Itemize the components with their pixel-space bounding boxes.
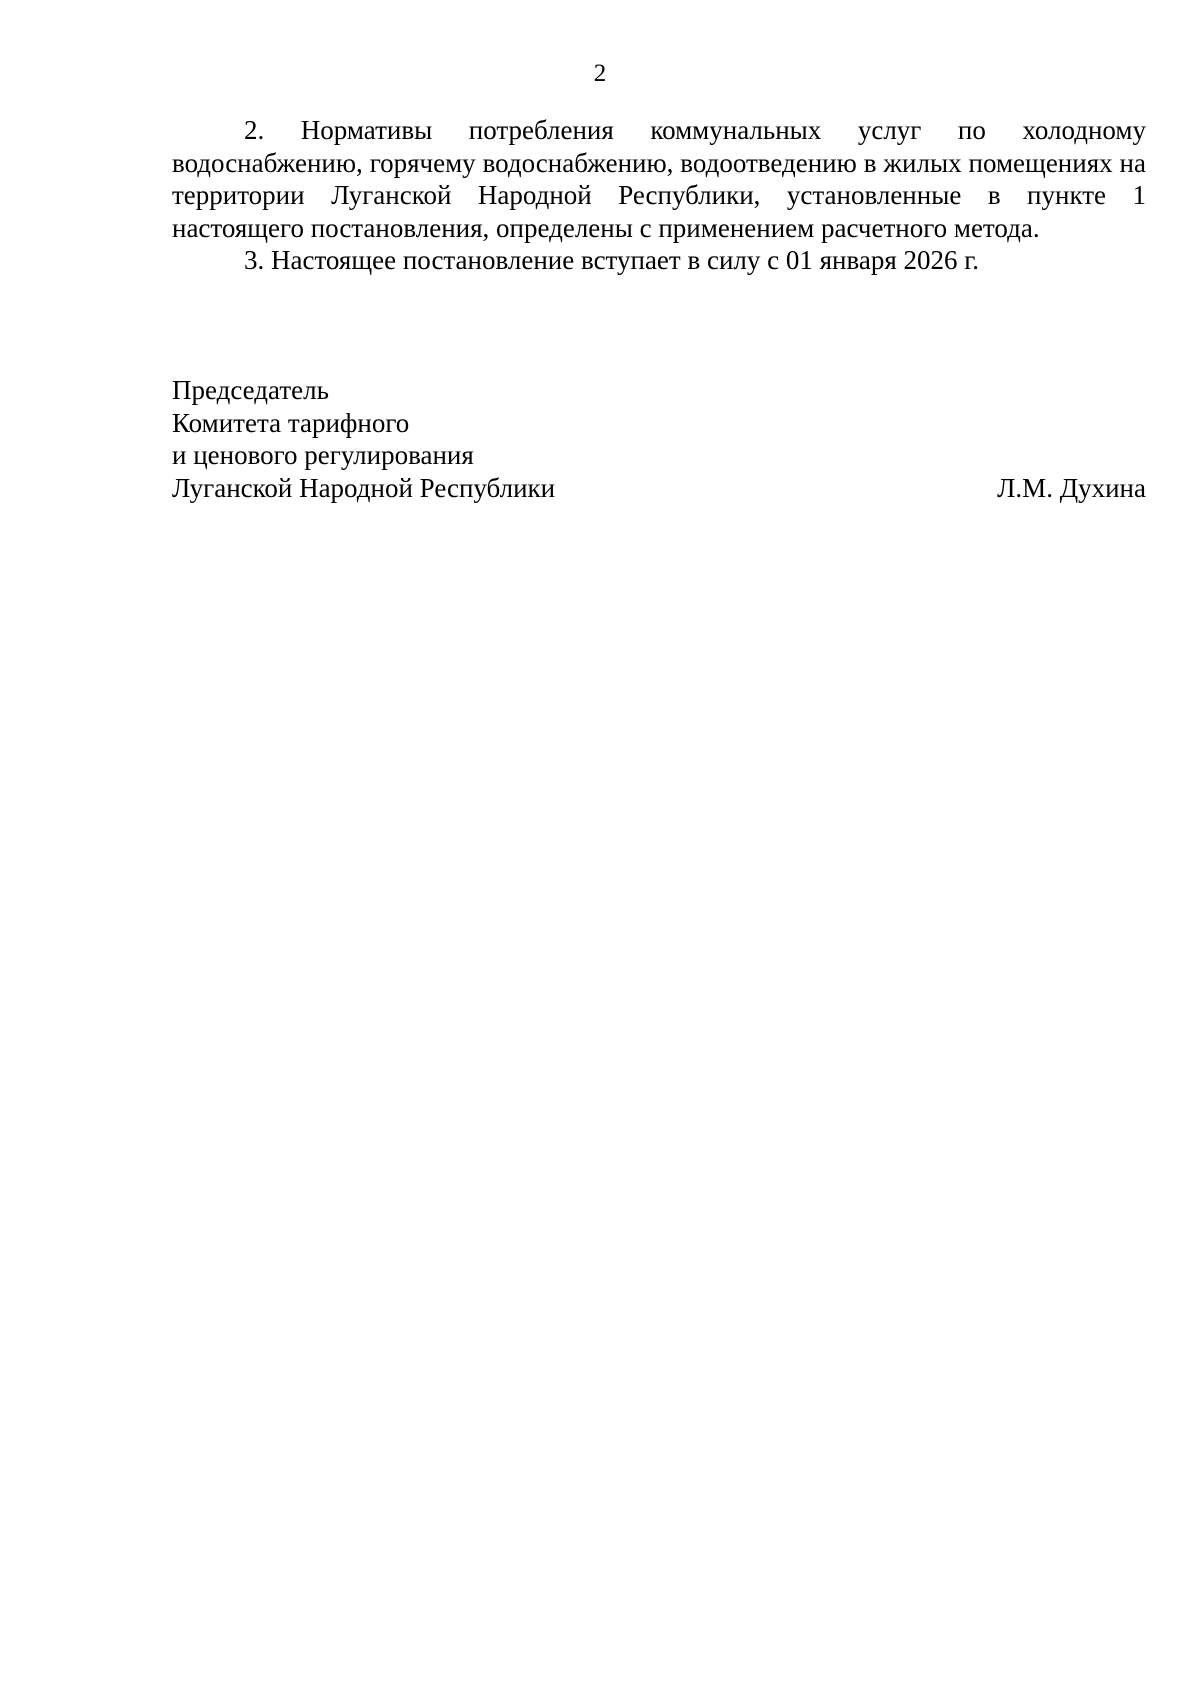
- signature-position-line: Луганской Народной Республики: [172, 472, 556, 503]
- paragraph-2: 2. Нормативы потребления коммунальных услуг по холодному водоснабжению, горячему водоснабжению, водоотведению в жилых помещениях на территории Луганской Народной Республики, установленные в пункте 1 настоящего постановления, определены с применением расчетного метода.: [172, 115, 1146, 243]
- signature-position-line: и ценового регулирования: [172, 440, 474, 470]
- page-number: 2: [593, 60, 607, 87]
- document-body: [172, 114, 1146, 277]
- paragraph-3: 3. Настоящее постановление вступает в силу с 01 января 2026 г.: [244, 245, 980, 275]
- signature-position-line: Комитета тарифного: [172, 407, 410, 438]
- signature-last-row: [172, 472, 1146, 505]
- signature-block: [172, 374, 1146, 504]
- signature-position-line: Председатель: [172, 375, 329, 405]
- signatory-name: Л.М. Духина: [997, 472, 1146, 503]
